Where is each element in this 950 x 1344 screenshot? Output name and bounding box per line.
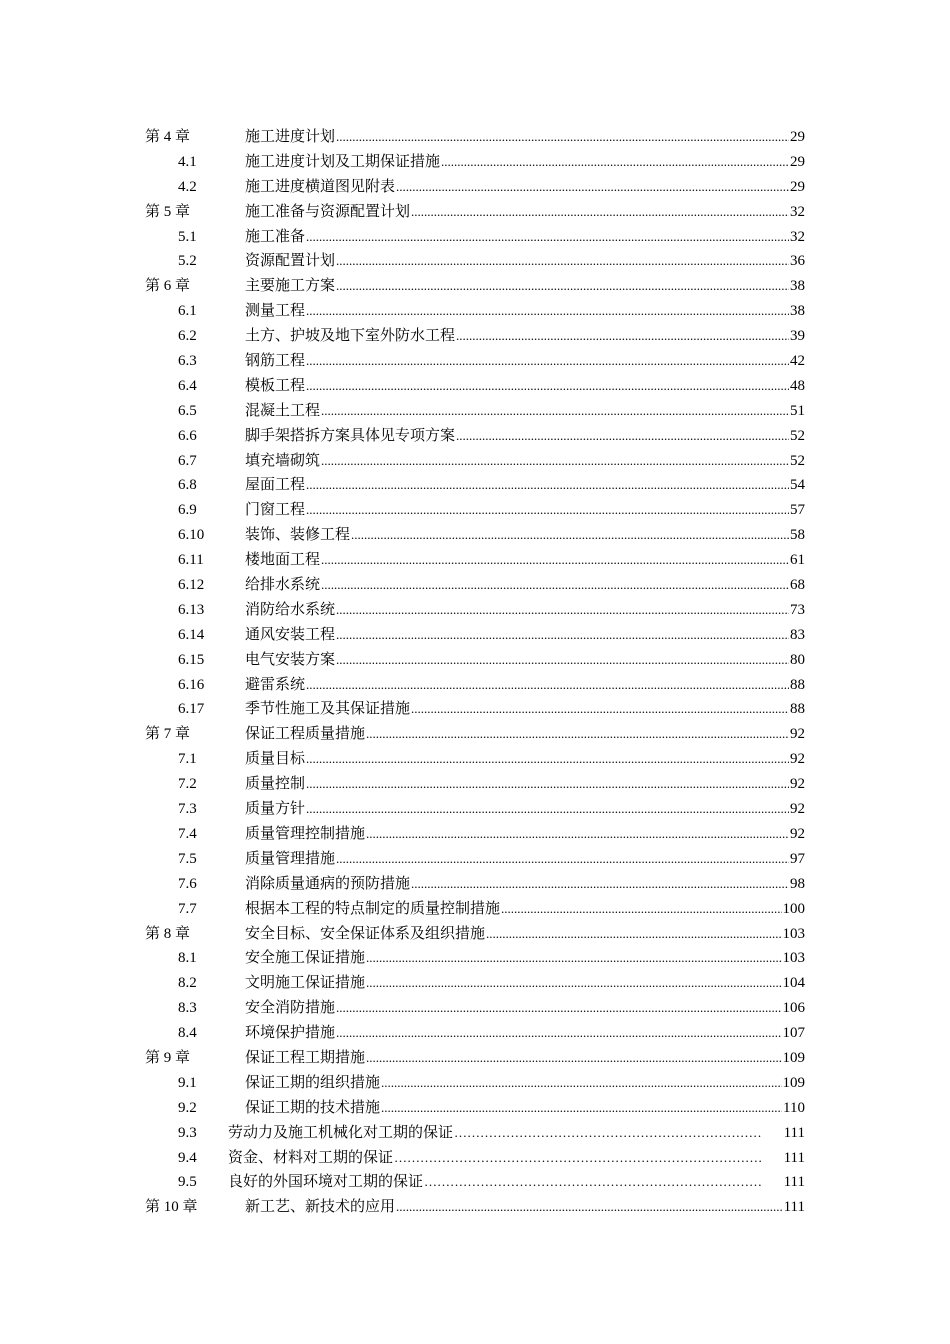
- toc-dot-leader: [454, 1121, 763, 1146]
- toc-entry-number: 4.1: [178, 153, 197, 170]
- toc-section-entry[interactable]: [0, 175, 950, 200]
- toc-section-entry[interactable]: [0, 1121, 950, 1146]
- toc-entry-number: 8.3: [178, 1000, 197, 1017]
- toc-section-entry[interactable]: [0, 1071, 950, 1096]
- toc-entry-line: [245, 424, 805, 449]
- toc-section-entry[interactable]: [0, 797, 950, 822]
- toc-entry-line: [245, 673, 805, 698]
- toc-entry-line: [245, 872, 805, 897]
- toc-section-entry[interactable]: [0, 548, 950, 573]
- toc-page-number: 73: [790, 601, 805, 618]
- toc-section-entry[interactable]: [0, 697, 950, 722]
- toc-entry-number: 6.4: [178, 377, 197, 394]
- toc-entry-line: [245, 125, 805, 150]
- toc-entry-title: 消防给水系统: [245, 601, 336, 618]
- toc-entry-line: [245, 150, 805, 175]
- toc-entry-line: [245, 324, 805, 349]
- toc-entry-title: 保证工期的组织措施: [245, 1074, 381, 1091]
- toc-entry-line: [245, 697, 805, 722]
- toc-entry-line: [228, 1146, 764, 1171]
- toc-entry-line: [245, 772, 805, 797]
- toc-entry-title: 保证工程质量措施: [245, 726, 366, 743]
- toc-entry-line: [245, 623, 805, 648]
- toc-page-number: 32: [790, 203, 805, 220]
- toc-entry-line: [245, 1195, 805, 1220]
- toc-entry-title: 文明施工保证措施: [245, 975, 366, 992]
- toc-entry-number: 6.9: [178, 502, 197, 519]
- toc-section-entry[interactable]: [0, 324, 950, 349]
- toc-entry-title: 测量工程: [245, 303, 306, 320]
- toc-entry-title: 施工准备与资源配置计划: [245, 203, 411, 220]
- toc-page-number: 98: [790, 875, 805, 892]
- toc-page-number: 103: [782, 925, 805, 942]
- toc-dot-leader: [306, 473, 789, 498]
- toc-chapter-entry[interactable]: [0, 922, 950, 947]
- toc-entry-line: [245, 175, 805, 200]
- toc-section-entry[interactable]: [0, 449, 950, 474]
- toc-entry-number: 第 6 章: [145, 278, 191, 295]
- toc-section-entry[interactable]: [0, 772, 950, 797]
- toc-entry-line: [228, 1121, 764, 1146]
- table-of-contents: [0, 125, 950, 1220]
- toc-section-entry[interactable]: [0, 1021, 950, 1046]
- toc-page-number: 92: [790, 726, 805, 743]
- toc-page-number: 104: [782, 975, 805, 992]
- toc-entry-line: [245, 225, 805, 250]
- toc-dot-leader: [366, 971, 781, 996]
- toc-page-number: 111: [783, 1199, 805, 1216]
- toc-dot-leader: [381, 1071, 781, 1096]
- toc-section-entry[interactable]: [0, 822, 950, 847]
- toc-dot-leader: [456, 424, 789, 449]
- toc-entry-line: [245, 648, 805, 673]
- toc-dot-leader: [321, 548, 789, 573]
- toc-entry-number: 6.5: [178, 402, 197, 419]
- toc-chapter-entry[interactable]: [0, 1046, 950, 1071]
- toc-dot-leader: [306, 349, 789, 374]
- toc-entry-title: 通风安装工程: [245, 626, 336, 643]
- toc-entry-number: 7.7: [178, 900, 197, 917]
- toc-page-number: 110: [783, 1099, 805, 1116]
- toc-page-number: 106: [782, 1000, 805, 1017]
- toc-entry-title: 质量管理控制措施: [245, 825, 366, 842]
- toc-entry-number: 6.7: [178, 452, 197, 469]
- toc-dot-leader: [486, 922, 781, 947]
- toc-entry-line: [245, 946, 805, 971]
- toc-page-number: 88: [790, 676, 805, 693]
- toc-dot-leader: [306, 498, 789, 523]
- toc-page-number: 29: [790, 129, 805, 145]
- toc-page-number: 57: [790, 502, 805, 519]
- toc-entry-title: 安全施工保证措施: [245, 950, 366, 967]
- toc-dot-leader: [306, 772, 789, 797]
- toc-dot-leader: [396, 1195, 783, 1220]
- toc-page-number: 52: [790, 427, 805, 444]
- toc-entry-line: [245, 473, 805, 498]
- toc-dot-leader: [336, 996, 781, 1021]
- toc-entry-line: [245, 747, 805, 772]
- toc-dot-leader: [336, 598, 789, 623]
- toc-entry-number: 9.3: [178, 1124, 197, 1141]
- toc-entry-line: [245, 822, 805, 847]
- toc-entry-number: 6.17: [178, 701, 205, 718]
- toc-entry-number: 6.3: [178, 353, 197, 370]
- toc-page-number: 92: [790, 776, 805, 793]
- toc-dot-leader: [306, 747, 789, 772]
- toc-entry-title: 根据本工程的特点制定的质量控制措施: [245, 900, 501, 917]
- toc-chapter-entry[interactable]: [0, 200, 950, 225]
- toc-entry-title: 混凝土工程: [245, 402, 321, 419]
- toc-entry-number: 7.1: [178, 751, 197, 768]
- toc-entry-number: 8.1: [178, 950, 197, 967]
- toc-section-entry[interactable]: [0, 498, 950, 523]
- toc-entry-number: 6.11: [178, 552, 204, 569]
- toc-entry-number: 9.4: [178, 1149, 197, 1166]
- toc-dot-leader: [366, 822, 789, 847]
- toc-page-number: 107: [782, 1025, 805, 1042]
- toc-entry-title: 楼地面工程: [245, 552, 321, 569]
- toc-entry-line: [245, 573, 805, 598]
- toc-entry-title: 主要施工方案: [245, 278, 336, 295]
- toc-dot-leader: [366, 946, 781, 971]
- toc-entry-number: 6.2: [178, 328, 197, 345]
- toc-entry-number: 第 7 章: [145, 726, 191, 743]
- toc-dot-leader: [321, 449, 789, 474]
- toc-entry-number: 第 4 章: [145, 129, 191, 145]
- toc-entry-number: 第 5 章: [145, 203, 191, 220]
- toc-entry-line: [245, 299, 805, 324]
- toc-section-entry[interactable]: [0, 847, 950, 872]
- toc-entry-title: 资源配置计划: [245, 253, 336, 270]
- toc-section-entry[interactable]: [0, 374, 950, 399]
- toc-entry-number: 7.4: [178, 825, 197, 842]
- toc-entry-line: [245, 1021, 805, 1046]
- toc-section-entry[interactable]: [0, 623, 950, 648]
- toc-dot-leader: [336, 623, 789, 648]
- toc-entry-number: 6.15: [178, 651, 205, 668]
- toc-section-entry[interactable]: [0, 573, 950, 598]
- toc-page-number: 51: [790, 402, 805, 419]
- toc-dot-leader: [336, 648, 789, 673]
- toc-page-number: 52: [790, 452, 805, 469]
- toc-section-entry[interactable]: [0, 523, 950, 548]
- toc-page-number: 36: [790, 253, 805, 270]
- toc-entry-title: 质量目标: [245, 751, 306, 768]
- toc-entry-title: 质量管理措施: [245, 850, 336, 867]
- toc-entry-title: 保证工期的技术措施: [245, 1099, 381, 1116]
- toc-entry-title: 环境保护措施: [245, 1025, 336, 1042]
- toc-page-number: 80: [790, 651, 805, 668]
- toc-entry-title: 施工进度横道图见附表: [245, 178, 396, 195]
- toc-dot-leader: [306, 797, 789, 822]
- toc-page-number: 39: [790, 328, 805, 345]
- toc-page-number: 92: [790, 825, 805, 842]
- toc-page-number: 103: [782, 950, 805, 967]
- toc-dot-leader: [441, 150, 789, 175]
- toc-entry-line: [245, 996, 805, 1021]
- toc-dot-leader: [396, 175, 789, 200]
- toc-page-number: 111: [783, 1149, 805, 1166]
- toc-page-number: 92: [790, 801, 805, 818]
- toc-entry-number: 6.16: [178, 676, 205, 693]
- toc-dot-leader: [411, 200, 789, 225]
- toc-page-number: 48: [790, 377, 805, 394]
- toc-entry-line: [245, 200, 805, 225]
- toc-entry-line: [245, 548, 805, 573]
- toc-entry-number: 8.4: [178, 1025, 197, 1042]
- toc-dot-leader: [411, 872, 789, 897]
- toc-page-number: 38: [790, 278, 805, 295]
- toc-page-number: 92: [790, 751, 805, 768]
- toc-page-number: 109: [782, 1074, 805, 1091]
- toc-section-entry[interactable]: [0, 747, 950, 772]
- toc-entry-number: 7.3: [178, 801, 197, 818]
- toc-dot-leader: [336, 125, 789, 150]
- toc-section-entry[interactable]: [0, 673, 950, 698]
- toc-entry-line: [245, 1046, 805, 1071]
- toc-entry-line: [245, 598, 805, 623]
- toc-section-entry[interactable]: [0, 399, 950, 424]
- toc-entry-title: 脚手架搭拆方案具体见专项方案: [245, 427, 456, 444]
- toc-entry-title: 良好的外国环境对工期的保证: [228, 1174, 424, 1191]
- toc-entry-line: [245, 349, 805, 374]
- toc-entry-number: 6.10: [178, 527, 205, 544]
- toc-dot-leader: [501, 897, 781, 922]
- toc-section-entry[interactable]: [0, 299, 950, 324]
- toc-entry-line: [245, 722, 805, 747]
- toc-dot-leader: [306, 673, 789, 698]
- toc-page-number: 111: [783, 1124, 805, 1141]
- toc-entry-title: 质量方针: [245, 801, 306, 818]
- toc-entry-number: 第 10 章: [145, 1199, 198, 1216]
- toc-entry-line: [245, 274, 805, 299]
- toc-dot-leader: [336, 847, 789, 872]
- toc-dot-leader: [456, 324, 789, 349]
- toc-entry-number: 7.6: [178, 875, 197, 892]
- toc-entry-line: [228, 1170, 764, 1195]
- toc-entry-title: 安全消防措施: [245, 1000, 336, 1017]
- toc-chapter-entry[interactable]: [0, 722, 950, 747]
- toc-dot-leader: [306, 225, 789, 250]
- toc-entry-title: 模板工程: [245, 377, 306, 394]
- toc-dot-leader: [336, 249, 789, 274]
- toc-page-number: 111: [783, 1174, 805, 1191]
- toc-entry-title: 门窗工程: [245, 502, 306, 519]
- toc-section-entry[interactable]: [0, 971, 950, 996]
- toc-section-entry[interactable]: [0, 1096, 950, 1121]
- toc-section-entry[interactable]: [0, 897, 950, 922]
- toc-entry-title: 保证工程工期措施: [245, 1049, 366, 1066]
- toc-entry-title: 避雷系统: [245, 676, 306, 693]
- toc-section-entry[interactable]: [0, 225, 950, 250]
- toc-entry-line: [245, 971, 805, 996]
- toc-page-number: 29: [790, 153, 805, 170]
- toc-entry-line: [245, 1096, 805, 1121]
- toc-page-number: 32: [790, 228, 805, 245]
- toc-dot-leader: [336, 1021, 781, 1046]
- toc-dot-leader: [366, 722, 789, 747]
- toc-entry-title: 土方、护坡及地下室外防水工程: [245, 328, 456, 345]
- toc-dot-leader: [306, 374, 789, 399]
- toc-section-entry[interactable]: [0, 1170, 950, 1195]
- toc-section-entry[interactable]: [0, 424, 950, 449]
- toc-entry-number: 6.13: [178, 601, 205, 618]
- toc-section-entry[interactable]: [0, 946, 950, 971]
- toc-page-number: 61: [790, 552, 805, 569]
- toc-section-entry[interactable]: [0, 598, 950, 623]
- toc-entry-title: 新工艺、新技术的应用: [245, 1199, 396, 1216]
- toc-entry-title: 消除质量通病的预防措施: [245, 875, 411, 892]
- toc-page-number: 109: [782, 1049, 805, 1066]
- toc-entry-line: [245, 1071, 805, 1096]
- toc-entry-title: 给排水系统: [245, 577, 321, 594]
- toc-section-entry[interactable]: [0, 150, 950, 175]
- toc-page-number: 29: [790, 178, 805, 195]
- toc-dot-leader: [424, 1170, 763, 1195]
- toc-entry-line: [245, 523, 805, 548]
- toc-dot-leader: [381, 1096, 782, 1121]
- toc-entry-title: 屋面工程: [245, 477, 306, 494]
- toc-entry-number: 6.14: [178, 626, 205, 643]
- toc-entry-number: 9.1: [178, 1074, 197, 1091]
- toc-entry-line: [245, 374, 805, 399]
- toc-entry-line: [245, 922, 805, 947]
- toc-chapter-entry[interactable]: [0, 125, 950, 150]
- toc-dot-leader: [394, 1146, 763, 1171]
- toc-entry-number: 6.8: [178, 477, 197, 494]
- toc-entry-number: 4.2: [178, 178, 197, 195]
- toc-entry-number: 第 8 章: [145, 925, 191, 942]
- toc-page-number: 38: [790, 303, 805, 320]
- toc-entry-title: 施工准备: [245, 228, 306, 245]
- toc-entry-line: [245, 399, 805, 424]
- toc-chapter-entry[interactable]: [0, 1195, 950, 1220]
- toc-entry-line: [245, 249, 805, 274]
- toc-dot-leader: [351, 523, 789, 548]
- toc-entry-number: 6.6: [178, 427, 197, 444]
- toc-entry-number: 8.2: [178, 975, 197, 992]
- toc-entry-number: 6.12: [178, 577, 205, 594]
- toc-dot-leader: [321, 573, 789, 598]
- toc-entry-title: 钢筋工程: [245, 353, 306, 370]
- toc-entry-line: [245, 847, 805, 872]
- toc-dot-leader: [336, 274, 789, 299]
- toc-section-entry[interactable]: [0, 249, 950, 274]
- toc-section-entry[interactable]: [0, 996, 950, 1021]
- toc-entry-line: [245, 498, 805, 523]
- toc-entry-title: 装饰、装修工程: [245, 527, 351, 544]
- toc-entry-title: 施工进度计划及工期保证措施: [245, 153, 441, 170]
- toc-entry-title: 施工进度计划: [245, 129, 336, 145]
- toc-entry-number: 7.2: [178, 776, 197, 793]
- toc-entry-number: 6.1: [178, 303, 197, 320]
- toc-chapter-entry[interactable]: [0, 274, 950, 299]
- toc-page-number: 54: [790, 477, 805, 494]
- toc-entry-title: 劳动力及施工机械化对工期的保证: [228, 1124, 454, 1141]
- toc-entry-number: 9.5: [178, 1174, 197, 1191]
- toc-section-entry[interactable]: [0, 349, 950, 374]
- toc-section-entry[interactable]: [0, 648, 950, 673]
- toc-entry-number: 5.1: [178, 228, 197, 245]
- toc-dot-leader: [366, 1046, 781, 1071]
- toc-section-entry[interactable]: [0, 872, 950, 897]
- toc-page-number: 88: [790, 701, 805, 718]
- toc-entry-title: 质量控制: [245, 776, 306, 793]
- toc-entry-title: 季节性施工及其保证措施: [245, 701, 411, 718]
- toc-entry-number: 5.2: [178, 253, 197, 270]
- toc-dot-leader: [306, 299, 789, 324]
- toc-page-number: 97: [790, 850, 805, 867]
- toc-entry-title: 资金、材料对工期的保证: [228, 1149, 394, 1166]
- toc-entry-line: [245, 797, 805, 822]
- toc-entry-line: [245, 449, 805, 474]
- toc-entry-title: 电气安装方案: [245, 651, 336, 668]
- toc-dot-leader: [321, 399, 789, 424]
- toc-entry-number: 9.2: [178, 1099, 197, 1116]
- toc-page-number: 100: [782, 900, 805, 917]
- toc-entry-title: 安全目标、安全保证体系及组织措施: [245, 925, 486, 942]
- toc-entry-title: 填充墙砌筑: [245, 452, 321, 469]
- toc-section-entry[interactable]: [0, 1146, 950, 1171]
- toc-entry-number: 第 9 章: [145, 1049, 191, 1066]
- toc-section-entry[interactable]: [0, 473, 950, 498]
- toc-dot-leader: [411, 697, 789, 722]
- toc-page-number: 83: [790, 626, 805, 643]
- toc-page-number: 68: [790, 577, 805, 594]
- toc-entry-line: [245, 897, 805, 922]
- toc-page-number: 42: [790, 353, 805, 370]
- toc-entry-number: 7.5: [178, 850, 197, 867]
- toc-page-number: 58: [790, 527, 805, 544]
